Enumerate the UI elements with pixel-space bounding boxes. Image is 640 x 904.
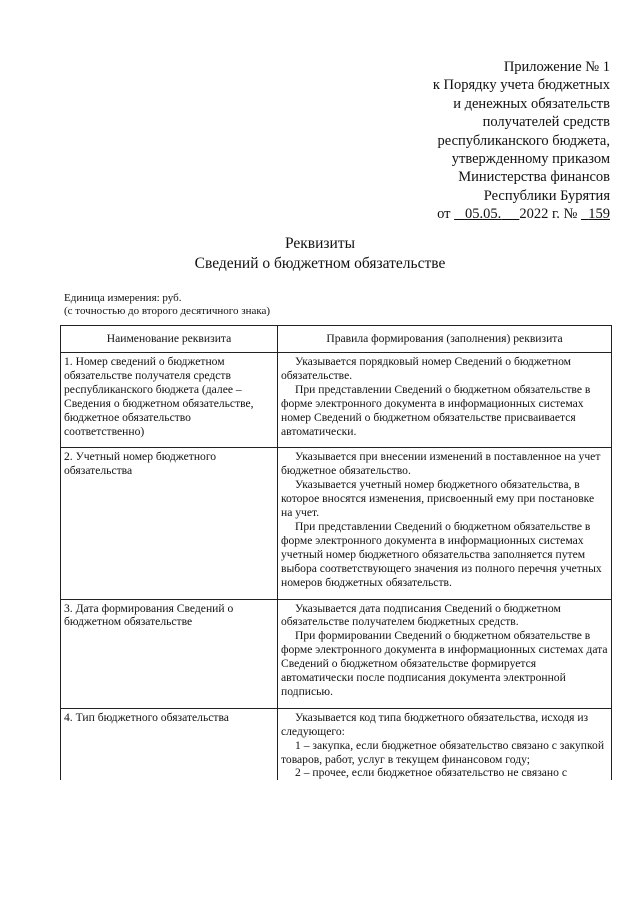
column-header-rules: Правила формирования (заполнения) реквизита: [278, 326, 612, 353]
order-number: 159: [588, 206, 610, 223]
requisite-rules: [278, 599, 612, 708]
approval-line: утвержденному приказом: [451, 151, 610, 168]
approval-line: Приложение № 1: [503, 59, 610, 75]
requisite-name: 2. Учетный номер бюджетного обязательства: [61, 448, 278, 599]
rule-paragraph: При представлении Сведений о бюджетном обязательстве в форме электронного документа в информационных системах учетный номер бюджетного обязательства заполняется путем выбора соответствующего значения из полного перечня учетных номеров бюджетных обязательств.: [281, 519, 602, 589]
approval-date-line: [350, 205, 610, 223]
requisite-name: 3. Дата формирования Сведений о бюджетном обязательстве: [61, 599, 278, 708]
approval-line: Республики Бурятия: [483, 187, 610, 204]
rule-paragraph: Указывается дата подписания Сведений о бюджетном обязательстве получателем бюджетных средств.: [281, 601, 561, 629]
rule-paragraph: 2 – прочее, если бюджетное обязательство не связано с: [295, 766, 567, 780]
order-year: 2022 г. №: [519, 206, 578, 223]
units-line: Единица измерения: руб.: [64, 292, 182, 304]
order-date: 05.05.: [464, 206, 502, 223]
approval-line: Министерства финансов: [458, 169, 610, 186]
rule-paragraph: 1 – закупка, если бюджетное обязательство связано с закупкой товаров, работ, услуг в текущем финансовом году;: [281, 738, 605, 766]
approval-line: республиканского бюджета,: [437, 132, 610, 149]
rule-paragraph: Указывается код типа бюджетного обязательства, исходя из следующего:: [281, 710, 589, 738]
from-label: от: [437, 206, 451, 223]
table-row: [61, 599, 612, 708]
requisite-rules: [278, 353, 612, 448]
table-row: [61, 448, 612, 599]
units-note: [64, 292, 270, 318]
rule-paragraph: При формировании Сведений о бюджетном обязательстве в форме электронного документа в информационных системах дата Сведений о бюджетном обязательстве формируется автоматически после подписания документа электронной подписью.: [281, 629, 608, 698]
table-header-row: [61, 326, 612, 353]
table-row: [61, 708, 612, 780]
table-row: [61, 353, 612, 448]
approval-line: к Порядку учета бюджетных: [432, 77, 610, 94]
rule-paragraph: Указывается порядковый номер Сведений о бюджетном обязательстве.: [281, 355, 571, 382]
rule-paragraph: При представлении Сведений о бюджетном обязательстве в форме электронного документа в информационных системах номер Сведений о бюджетном обязательстве присваивается автоматически.: [281, 382, 591, 438]
rule-paragraph: Указывается учетный номер бюджетного обязательства, в которое вносятся изменения, присвоенный ему при постановке на учет.: [281, 478, 595, 520]
requisite-rules: [278, 448, 612, 599]
approval-block: [350, 58, 610, 224]
approval-line: и денежных обязательств: [453, 95, 610, 112]
rule-paragraph: Указывается при внесении изменений в поставленное на учет бюджетное обязательство.: [281, 450, 601, 478]
approval-line: получателей средств: [482, 114, 610, 131]
requisite-rules: [278, 708, 612, 780]
document-title: Реквизиты: [284, 235, 356, 252]
document-subtitle: Сведений о бюджетном обязательстве: [194, 255, 446, 272]
requisite-name: 1. Номер сведений о бюджетном обязательстве получателя средств республиканского бюджета (далее – Сведения о бюджетном обязательстве, бюджетное обязательство соответственно): [61, 353, 278, 448]
requisites-table: [60, 325, 612, 780]
units-precision-line: (с точностью до второго десятичного знака): [64, 305, 271, 317]
requisite-name: 4. Тип бюджетного обязательства: [61, 708, 278, 780]
column-header-name: Наименование реквизита: [61, 326, 278, 353]
